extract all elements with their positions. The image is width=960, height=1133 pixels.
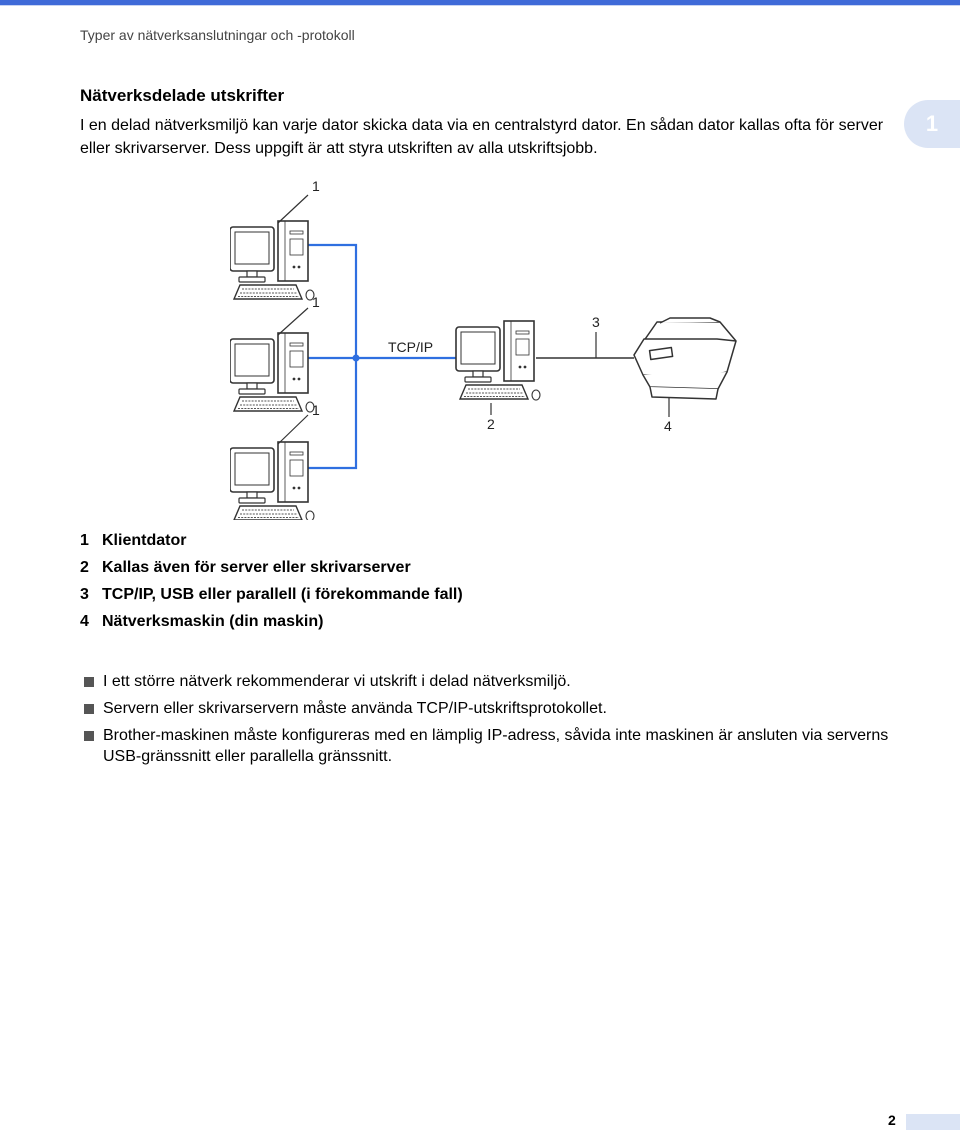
- callout-server: 2: [487, 416, 495, 432]
- legend-text: TCP/IP, USB eller parallell (i förekommande fall): [102, 586, 463, 603]
- legend-number: 2: [80, 559, 89, 576]
- diagram-legend: [80, 531, 463, 639]
- note-bullet-list: [82, 671, 902, 773]
- bullet-square-icon: [84, 731, 94, 741]
- callout-printer: 4: [664, 418, 672, 434]
- bullet-square-icon: [84, 677, 94, 687]
- bullet-item: [82, 671, 902, 692]
- callout-client-3: 1: [312, 402, 320, 418]
- legend-text: Nätverksmaskin (din maskin): [102, 613, 324, 630]
- chapter-tab: 1: [904, 100, 960, 148]
- legend-item: [80, 585, 463, 612]
- running-header: Typer av nätverksanslutningar och -protokoll: [80, 27, 355, 43]
- server-computer: [456, 321, 540, 400]
- section-title: Nätverksdelade utskrifter: [80, 86, 285, 105]
- page-number-tab: [906, 1114, 960, 1130]
- legend-number: 4: [80, 613, 89, 630]
- printer-icon: [634, 318, 736, 399]
- callout-client-2: 1: [312, 294, 320, 310]
- page-number: 2: [888, 1112, 896, 1128]
- callout-network: 3: [592, 314, 600, 330]
- client-computer-1: [230, 221, 314, 300]
- legend-text: Klientdator: [102, 532, 187, 549]
- client-computer-3: [230, 442, 314, 520]
- bullet-square-icon: [84, 704, 94, 714]
- bullet-text: Servern eller skrivarservern måste använda TCP/IP-utskriftsprotokollet.: [103, 700, 607, 717]
- legend-item: [80, 558, 463, 585]
- header-rule-thin: [0, 5, 960, 6]
- client-computer-2: [230, 333, 314, 412]
- legend-item: [80, 531, 463, 558]
- network-label: TCP/IP: [388, 339, 434, 355]
- network-lines: [308, 245, 456, 468]
- legend-number: 1: [80, 532, 89, 549]
- legend-item: [80, 612, 463, 639]
- legend-number: 3: [80, 586, 89, 603]
- bullet-text: Brother-maskinen måste konfigureras med en lämplig IP-adress, såvida inte maskinen är ansluten via serverns USB-gränssnitt eller parallella gränssnitt.: [103, 727, 889, 765]
- bullet-text: I ett större nätverk rekommenderar vi utskrift i delad nätverksmiljö.: [103, 673, 571, 690]
- bullet-item: [82, 725, 902, 767]
- callout-client-1: 1: [312, 178, 320, 194]
- bullet-item: [82, 698, 902, 719]
- network-junction: [353, 355, 360, 362]
- intro-paragraph: I en delad nätverksmiljö kan varje dator skicka data via en centralstyrd dator. En sådan dator kallas ofta för server eller skrivarserver. Dess uppgift är att styra utskriften av alla utskriftsjobb.: [80, 117, 884, 157]
- legend-text: Kallas även för server eller skrivarserver: [102, 559, 411, 576]
- callout-leaders: [278, 195, 669, 444]
- network-diagram: [230, 175, 750, 520]
